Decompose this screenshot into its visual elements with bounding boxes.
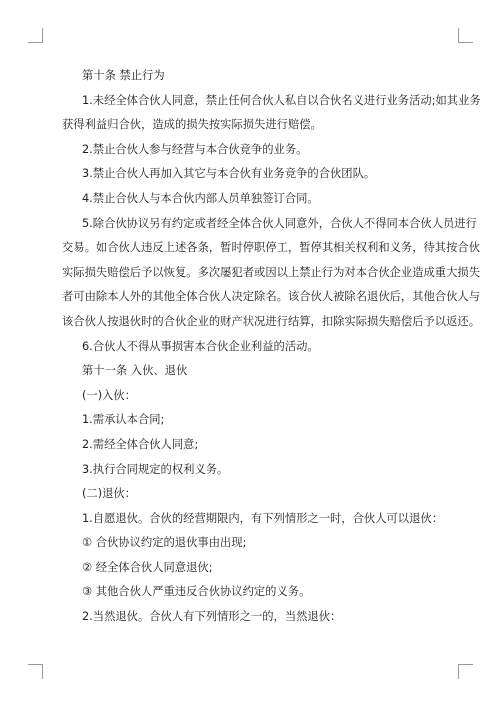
text-line: 获得利益归合伙，造成的损失按实际损失进行赔偿。 bbox=[62, 118, 322, 132]
text-line: ② 经全体合伙人同意退伙; bbox=[82, 560, 213, 574]
text-line: ③ 其他合伙人严重违反合伙协议约定的义务。 bbox=[82, 585, 311, 599]
text-line: 4.禁止合伙人与本合伙内部人员单独签订合同。 bbox=[82, 191, 319, 205]
document-body bbox=[62, 64, 481, 630]
text-line: 3.禁止合伙人再加入其它与本合伙有业务竞争的合伙团队。 bbox=[82, 167, 376, 181]
text-line: 该合伙人按退伙时的合伙企业的财产状况进行结算，扣除实际损失赔偿后予以返还。 bbox=[62, 314, 480, 328]
text-line: 5.除合伙协议另有约定或者经全体合伙人同意外，合伙人不得同本合伙人员进行 bbox=[82, 216, 477, 230]
crop-mark-top-left bbox=[28, 28, 43, 43]
crop-mark-bottom-right bbox=[458, 664, 473, 679]
text-line: (二)退伙： bbox=[82, 487, 137, 501]
text-line: 1.自愿退伙。合伙的经营期限内，有下列情形之一时，合伙人可以退伙： bbox=[82, 511, 443, 525]
text-line: 实际损失赔偿后予以恢复。多次屡犯者或因以上禁止行为对本合伙企业造成重大损失 bbox=[62, 265, 480, 279]
text-line: 6.合伙人不得从事损害本合伙企业利益的活动。 bbox=[82, 339, 319, 353]
text-line: 2.禁止合伙人参与经营与本合伙竞争的业务。 bbox=[82, 142, 308, 156]
crop-mark-top-right bbox=[458, 28, 473, 43]
text-line: 1.需承认本合同; bbox=[82, 413, 165, 427]
text-line: 第十条 禁止行为 bbox=[82, 69, 165, 82]
text-line: 3.执行合同规定的权利义务。 bbox=[82, 462, 229, 476]
text-line: 交易。如合伙人违反上述各条，暂时停职停工，暂停其相关权利和义务，待其按合伙 bbox=[62, 241, 480, 255]
text-line: 2.需经全体合伙人同意; bbox=[82, 437, 199, 451]
crop-mark-bottom-left bbox=[28, 664, 43, 679]
text-line: 2.当然退伙。合伙人有下列情形之一的，当然退伙： bbox=[82, 610, 342, 624]
text-line: 第十一条 入伙、退伙 bbox=[82, 364, 188, 378]
text-line: ① 合伙协议约定的退伙事由出现; bbox=[82, 536, 247, 550]
text-line: 1.未经全体合伙人同意，禁止任何合伙人私自以合伙名义进行业务活动;如其业务 bbox=[82, 93, 481, 107]
text-line: (一)入伙： bbox=[82, 388, 137, 402]
text-line: 者可由除本人外的其他全体合伙人决定除名。该合伙人被除名退伙后，其他合伙人与 bbox=[62, 290, 480, 304]
